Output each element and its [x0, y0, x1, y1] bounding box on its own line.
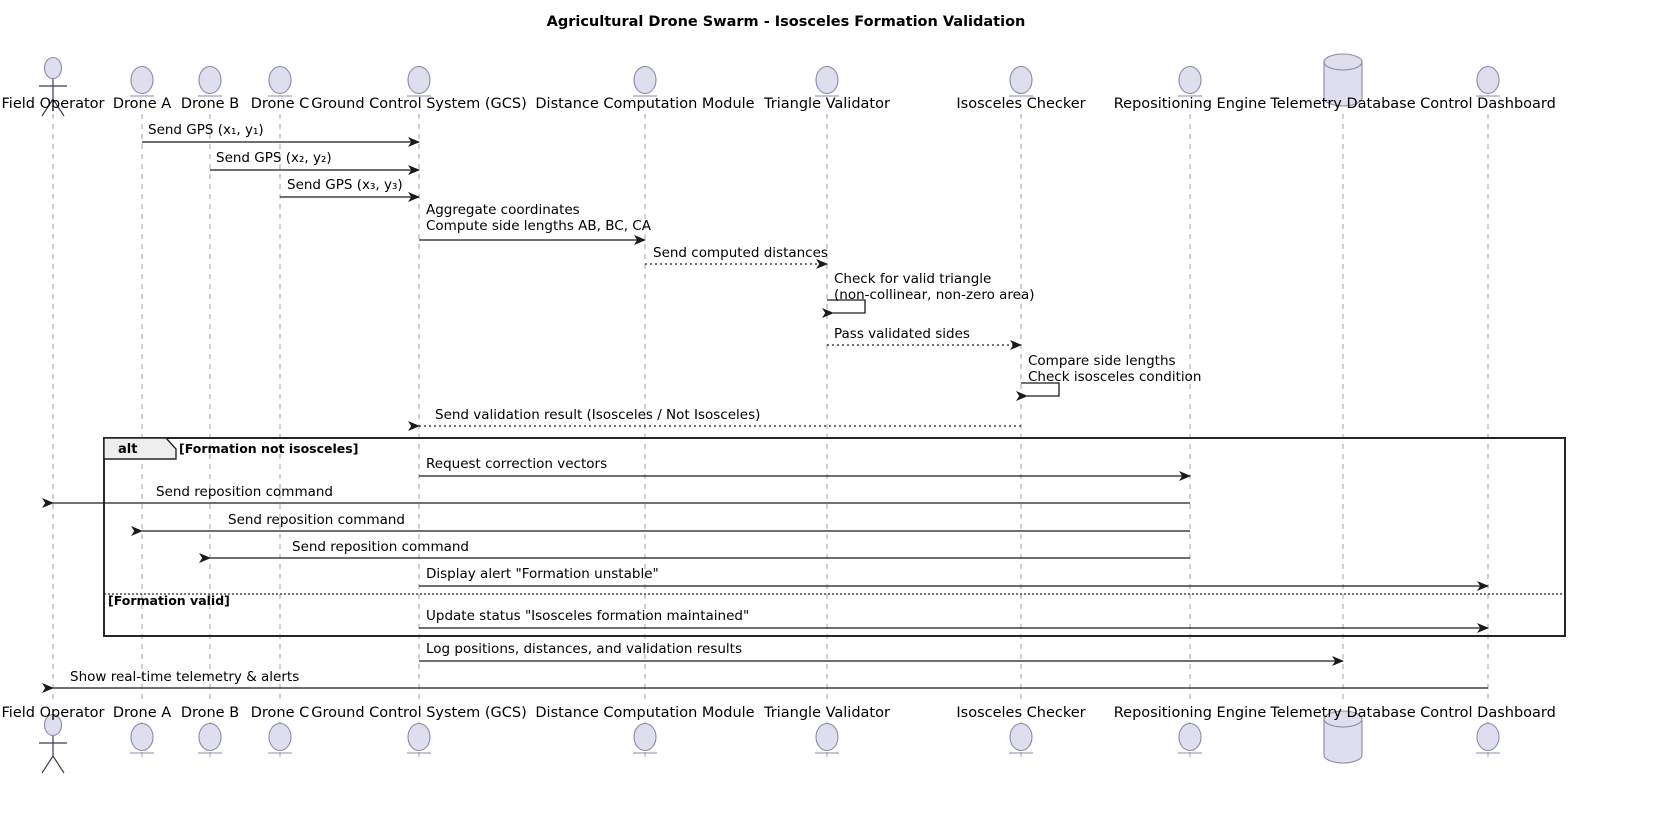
- message-m3[interactable]: [280, 177, 419, 197]
- message-label-m10: Request correction vectors: [426, 456, 608, 472]
- message-m6[interactable]: [827, 271, 1035, 313]
- participant-label-bottom-drone-c[interactable]: Drone C: [250, 705, 310, 721]
- participant-label-bottom-repositioning-engine[interactable]: Repositioning Engine: [1113, 705, 1267, 721]
- message-label-m16: Log positions, distances, and validation results: [426, 641, 742, 657]
- participant-label-triangle-validator[interactable]: Triangle Validator: [764, 96, 890, 112]
- message-label-m8: Compare side lengths Check isosceles condition: [1028, 353, 1202, 385]
- message-label-m7: Pass validated sides: [834, 326, 970, 342]
- messages-layer: [53, 122, 1488, 688]
- entity-circle-icon-gcs-top: [407, 67, 431, 97]
- message-label-m17: Show real-time telemetry & alerts: [70, 669, 300, 685]
- message-m17[interactable]: [53, 669, 1488, 688]
- message-label-m2: Send GPS (x₂, y₂): [216, 150, 332, 166]
- participant-label-bottom-drone-a[interactable]: Drone A: [112, 705, 172, 721]
- entity-circle-icon-repositioning-engine-top: [1178, 67, 1202, 97]
- message-m4[interactable]: [419, 202, 652, 240]
- combined-fragment-alt-frame: [104, 438, 1565, 636]
- participant-label-bottom-gcs[interactable]: Ground Control System (GCS): [311, 705, 527, 721]
- fragment-operator-tab: [104, 438, 176, 459]
- participant-label-bottom-drone-b[interactable]: Drone B: [180, 705, 240, 721]
- entity-circle-icon-triangle-validator-top: [815, 67, 839, 97]
- message-label-m4: Aggregate coordinates Compute side lengths AB, BC, CA: [426, 202, 651, 234]
- message-m7[interactable]: [827, 326, 1021, 345]
- participant-label-drone-a[interactable]: Drone A: [112, 96, 172, 112]
- fragment-operator-label: alt: [118, 442, 138, 457]
- participant-label-control-dashboard[interactable]: Control Dashboard: [1420, 96, 1556, 112]
- entity-circle-icon-drone-b-bottom: [198, 724, 222, 754]
- entity-circle-icon-isosceles-checker-top: [1009, 67, 1033, 97]
- fragment-guard-1: [Formation valid]: [108, 593, 230, 608]
- message-label-m15: Update status "Isosceles formation maintained": [426, 608, 750, 624]
- participant-label-telemetry-database[interactable]: Telemetry Database: [1270, 96, 1416, 112]
- message-label-m5: Send computed distances: [653, 245, 828, 261]
- message-label-m14: Display alert "Formation unstable": [426, 566, 659, 582]
- entity-circle-icon-control-dashboard-bottom: [1476, 724, 1500, 754]
- page-title: Agricultural Drone Swarm - Isosceles Formation Validation: [546, 14, 1026, 30]
- message-m16[interactable]: [419, 641, 1343, 661]
- message-label-m9: Send validation result (Isosceles / Not Isosceles): [435, 407, 761, 423]
- entity-circle-icon-repositioning-engine-bottom: [1178, 724, 1202, 754]
- entity-circle-icon-control-dashboard-top: [1476, 67, 1500, 97]
- participant-label-field-operator[interactable]: Field Operator: [1, 96, 105, 112]
- message-m5[interactable]: [645, 245, 828, 264]
- message-label-m3: Send GPS (x₃, y₃): [287, 177, 403, 193]
- entity-circle-icon-gcs-bottom: [407, 724, 431, 754]
- participant-label-drone-c[interactable]: Drone C: [250, 96, 310, 112]
- message-m10[interactable]: [419, 456, 1190, 476]
- participant-label-bottom-control-dashboard[interactable]: Control Dashboard: [1420, 705, 1556, 721]
- participant-label-distance-module[interactable]: Distance Computation Module: [535, 96, 755, 112]
- message-label-m12: Send reposition command: [228, 512, 405, 528]
- participant-label-bottom-telemetry-database[interactable]: Telemetry Database: [1270, 705, 1416, 721]
- actor-icon-field-operator-bottom: [39, 715, 67, 774]
- message-m13[interactable]: [210, 539, 1190, 558]
- message-m12[interactable]: [142, 512, 1190, 531]
- entity-circle-icon-drone-c-bottom: [268, 724, 292, 754]
- participant-label-repositioning-engine[interactable]: Repositioning Engine: [1113, 96, 1267, 112]
- message-m9[interactable]: [419, 407, 1021, 426]
- message-m15[interactable]: [419, 608, 1488, 628]
- message-label-m11: Send reposition command: [156, 484, 333, 500]
- participant-label-bottom-field-operator[interactable]: Field Operator: [1, 705, 105, 721]
- fragment-guard-0: [Formation not isosceles]: [179, 441, 359, 456]
- participant-label-isosceles-checker[interactable]: Isosceles Checker: [956, 96, 1086, 112]
- entity-circle-icon-distance-module-top: [633, 67, 657, 97]
- frames-layer: [104, 438, 1565, 636]
- message-m2[interactable]: [210, 150, 419, 170]
- participant-label-gcs[interactable]: Ground Control System (GCS): [311, 96, 527, 112]
- entity-circle-icon-triangle-validator-bottom: [815, 724, 839, 754]
- entity-circle-icon-isosceles-checker-bottom: [1009, 724, 1033, 754]
- entity-circle-icon-drone-a-top: [130, 67, 154, 97]
- participant-label-bottom-isosceles-checker[interactable]: Isosceles Checker: [956, 705, 1086, 721]
- message-label-m6: Check for valid triangle (non-collinear, non-zero area): [834, 271, 1035, 303]
- message-m14[interactable]: [419, 566, 1488, 586]
- participant-label-bottom-distance-module[interactable]: Distance Computation Module: [535, 705, 755, 721]
- message-label-m13: Send reposition command: [292, 539, 469, 555]
- message-m11[interactable]: [53, 484, 1190, 503]
- message-label-m1: Send GPS (x₁, y₁): [148, 122, 264, 138]
- entity-circle-icon-distance-module-bottom: [633, 724, 657, 754]
- participant-label-drone-b[interactable]: Drone B: [180, 96, 240, 112]
- entity-circle-icon-drone-b-top: [198, 67, 222, 97]
- participant-label-bottom-triangle-validator[interactable]: Triangle Validator: [764, 705, 890, 721]
- entity-circle-icon-drone-a-bottom: [130, 724, 154, 754]
- entity-circle-icon-drone-c-top: [268, 67, 292, 97]
- message-m8[interactable]: [1021, 353, 1201, 396]
